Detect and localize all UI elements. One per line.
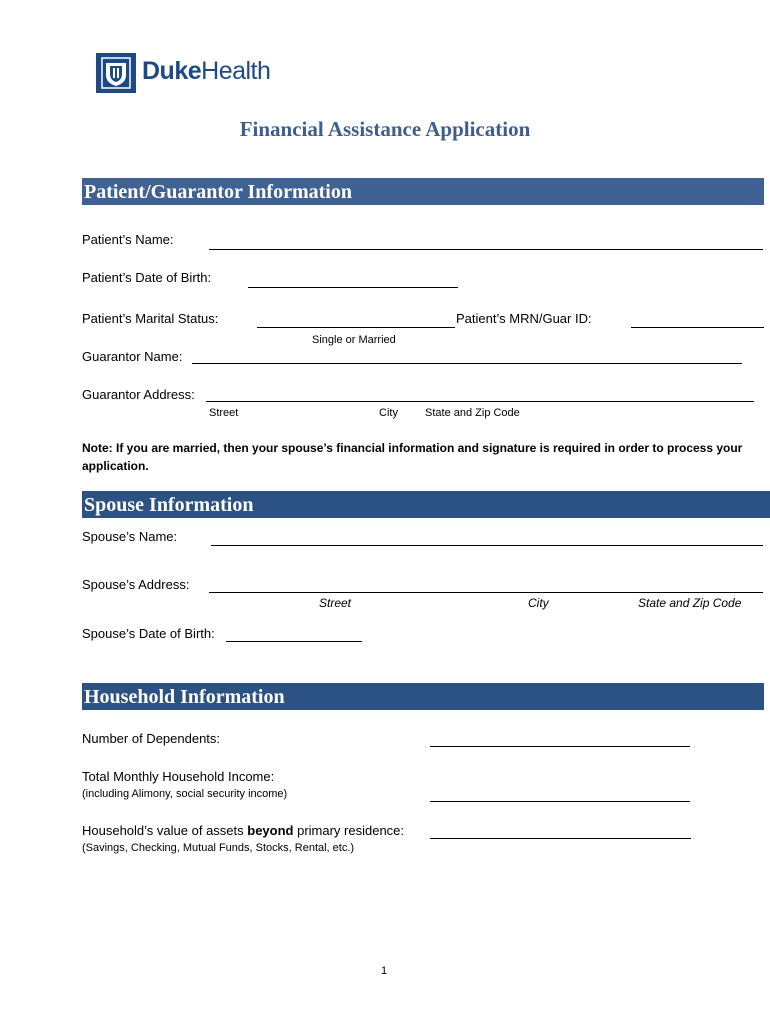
spouse-addr-city-hint: City xyxy=(528,596,549,610)
duke-health-logo-text: DukeHealth xyxy=(142,57,271,85)
duke-health-logo-mark xyxy=(96,53,136,93)
patient-marital-label: Patient’s Marital Status: xyxy=(82,311,219,326)
spouse-dob-field[interactable] xyxy=(226,641,362,642)
income-hint: (including Alimony, social security income) xyxy=(82,788,288,800)
guarantor-name-field[interactable] xyxy=(192,363,742,364)
spouse-addr-state-zip-hint: State and Zip Code xyxy=(638,596,742,610)
page-number: 1 xyxy=(381,965,388,977)
spouse-address-field[interactable] xyxy=(209,592,763,593)
section-header-patient: Patient/Guarantor Information xyxy=(82,178,764,205)
spouse-name-field[interactable] xyxy=(211,545,763,546)
patient-name-field[interactable] xyxy=(209,249,763,250)
section-header-household: Household Information xyxy=(82,683,764,710)
patient-name-label: Patient’s Name: xyxy=(82,232,174,247)
dependents-label: Number of Dependents: xyxy=(82,731,221,746)
guarantor-addr-state-zip-hint: State and Zip Code xyxy=(425,407,520,419)
patient-marital-field[interactable] xyxy=(257,327,455,328)
income-label: Total Monthly Household Income: xyxy=(82,769,275,784)
guarantor-name-label: Guarantor Name: xyxy=(82,349,183,364)
income-field[interactable] xyxy=(430,801,690,802)
dependents-field[interactable] xyxy=(430,746,690,747)
spouse-addr-street-hint: Street xyxy=(319,596,352,610)
guarantor-address-label: Guarantor Address: xyxy=(82,387,195,402)
section-header-spouse: Spouse Information xyxy=(82,491,770,518)
patient-dob-label: Patient’s Date of Birth: xyxy=(82,270,212,285)
page-title: Financial Assistance Application xyxy=(239,117,531,141)
patient-dob-field[interactable] xyxy=(248,287,458,288)
assets-field[interactable] xyxy=(430,838,691,839)
assets-hint: (Savings, Checking, Mutual Funds, Stocks, Rental, etc.) xyxy=(82,842,355,854)
guarantor-addr-city-hint: City xyxy=(379,407,398,419)
guarantor-addr-street-hint: Street xyxy=(209,407,239,419)
assets-label: Household’s value of assets beyond primary residence: xyxy=(82,823,405,838)
shield-icon xyxy=(96,53,136,93)
patient-mrn-field[interactable] xyxy=(631,327,764,328)
guarantor-address-field[interactable] xyxy=(206,401,754,402)
spouse-address-label: Spouse’s Address: xyxy=(82,577,190,592)
marital-hint: Single or Married xyxy=(312,334,396,346)
patient-mrn-label: Patient’s MRN/Guar ID: xyxy=(456,311,592,326)
spouse-name-label: Spouse’s Name: xyxy=(82,529,178,544)
married-note: Note: If you are married, then your spouse’s financial information and signature is required in order to process your application. xyxy=(82,441,743,473)
spouse-dob-label: Spouse’s Date of Birth: xyxy=(82,626,215,641)
